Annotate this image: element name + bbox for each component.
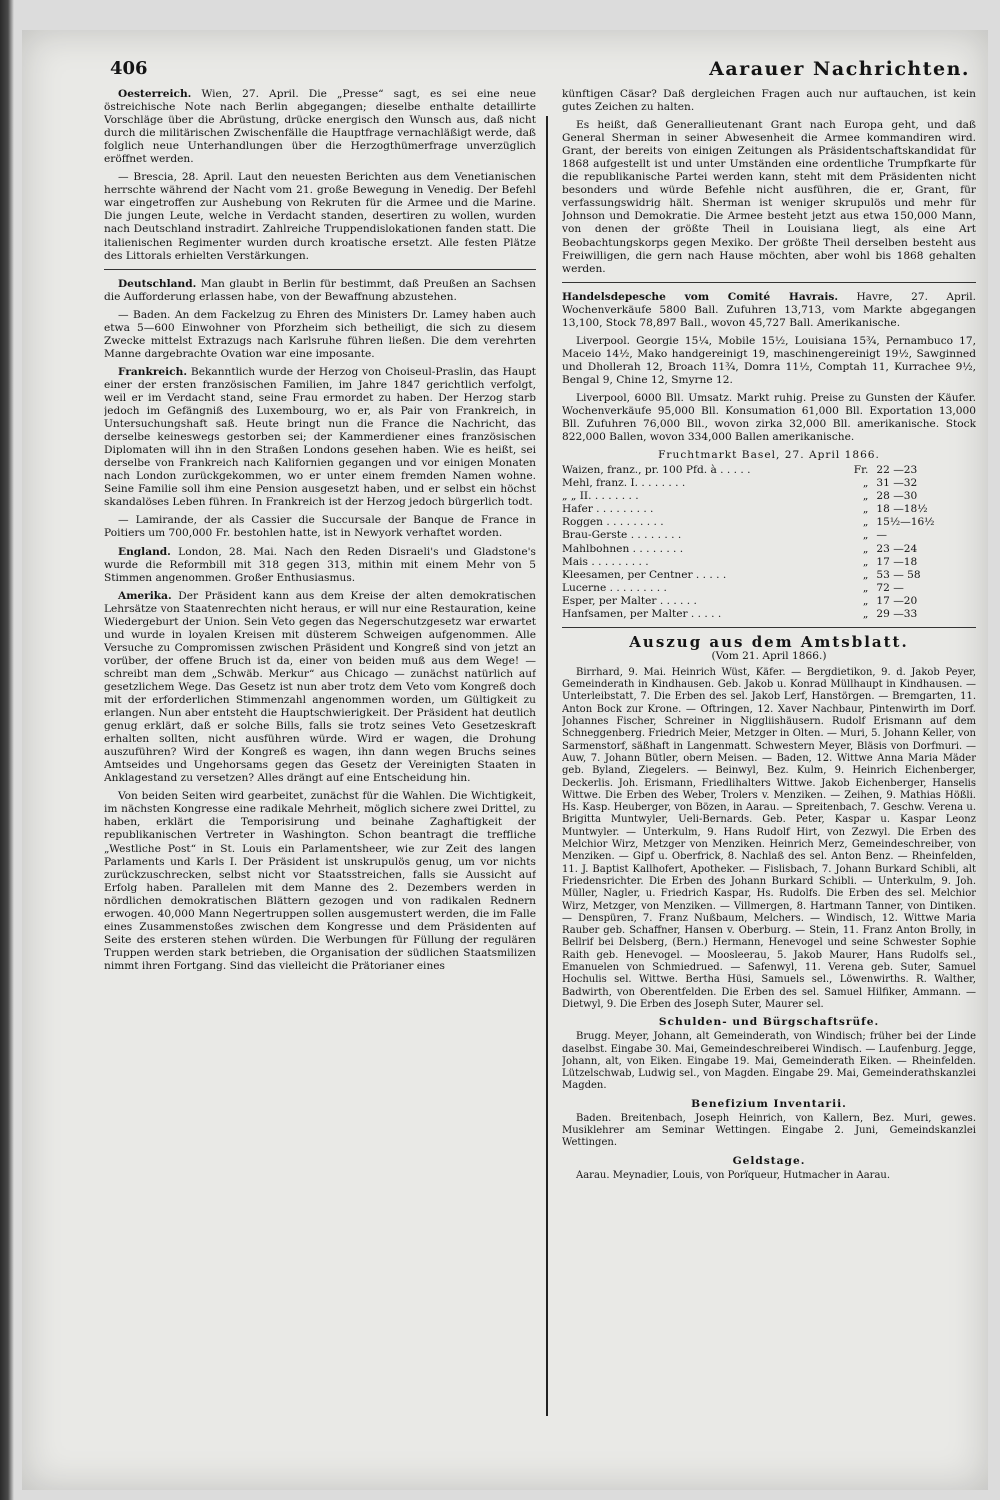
market-item: Hafer . . . . . . . . . bbox=[562, 503, 654, 516]
right-column bbox=[562, 88, 976, 1398]
market-cur: „ bbox=[862, 607, 869, 620]
market-cur: „ bbox=[862, 503, 869, 516]
divider bbox=[562, 627, 976, 628]
market-row bbox=[562, 582, 976, 595]
market-cur: „ bbox=[862, 581, 869, 594]
market-val: 18 —18½ bbox=[876, 503, 928, 516]
market-val: 17 —20 bbox=[876, 594, 918, 607]
commerce-havre: Handelsdepesche vom Comité Havrais. Havre, 27. April. Wochenverkäufe 5800 Ball. Zufuhren 13,713, vom Markte abgegangen 13,100, Stock 78,897 Ball., wovon 45,727 Ball. Amerikanische. bbox=[562, 290, 976, 329]
market-row bbox=[562, 556, 976, 569]
article-brescia: — Brescia, 28. April. Laut den neuesten Berichten aus dem Venetianischen herrschte während der Nacht vom 21. große Bewegung in Venedig. Der Befehl war eingetroffen zur Aushebung von Rekruten für die Armee und die Marine. Die jungen Leute, welche in Verdacht standen, desertiren zu wollen, wurden nach Deutschland instradirt. Zahlreiche Truppendislokationen fanden statt. Die italienischen Regimenter wurden durch kroatische ersetzt. Alle festen Plätze des Littorals erhielten Verstärkungen. bbox=[104, 171, 536, 262]
schulden-body: Brugg. Meyer, Johann, alt Gemeinderath, von Windisch; früher bei der Linde daselbst. Eingabe 30. Mai, Gemeindeschreiberei Windisch. — Laufenburg. Jegge, Johann, alt, von Eiken. Eingabe 19. Mai, Gemeinderath Eiken. — Rheinfelden. Lützelschwab, Ludwig sel., von Magden. Eingabe 29. Mai, Gemeinderathskanzlei Magden. bbox=[562, 1031, 976, 1092]
market-item: Lucerne . . . . . . . . . bbox=[562, 581, 667, 594]
geldstage-body: Aarau. Meynadier, Louis, von Porïqueur, Hutmacher in Aarau. bbox=[576, 1169, 891, 1181]
commerce-liverpool-2: Liverpool, 6000 Bll. Umsatz. Markt ruhig. Preise zu Gunsten der Käufer. Wochenverkäufe 95,000 Bll. Konsumation 61,000 Bll. Exportation 13,000 Bll. Zufuhren 76,000 Bll., wovon zirka 32,000 Bll. amerikanische. Stock 822,000 Ballen, wovon 334,000 Ballen amerikanische. bbox=[562, 391, 976, 444]
amtsblatt-title: Auszug aus dem Amtsblatt. bbox=[629, 632, 909, 651]
divider bbox=[104, 269, 536, 270]
article-lamirande: — Lamirande, der als Cassier die Succursale der Banque de France in Poitiers um 700,000 Fr. bestohlen hatte, ist in Newyork verhaftet worden. bbox=[104, 514, 536, 540]
market-item: Roggen . . . . . . . . . bbox=[562, 516, 664, 529]
market-row bbox=[562, 477, 976, 490]
market-val: 17 —18 bbox=[876, 555, 918, 568]
market-cur: „ bbox=[862, 555, 869, 568]
page-number: 406 bbox=[110, 58, 148, 79]
amtsblatt-body: Birrhard, 9. Mai. Heinrich Wüst, Käfer. — Bergdietikon, 9. d. Jakob Peyer, Gemeinderath in Kindhausen. Geb. Jakob u. Konrad Müllhaupt in Kindhausen. — Unterleibstatt, 7. Die Erben des sel. Jakob Lerf, Hanstörgen. — Bremgarten, 11. Anton Bock zur Krone. — Oftringen, 12. Xaver Nachbaur, Pintenwirth im Dorf. Johannes Fischer, Schreiner in Niggliishäusern. Rudolf Erismann auf dem Schneggenberg. Friedrich Meier, Metzger in Olten. — Muri, 5. Johann Keller, von Sarmenstorf, säßhaft in Langenmatt. Schwestern Meyer, Bläsis von Dorfmuri. — Auw, 7. Johann Bütler, obern Meisen. — Baden, 12. Wittwe Anna Maria Mäder geb. Byland, Ziegelers. — Beinwyl, Bez. Kulm, 9. Heinrich Eichenberger, Deckerlis. Joh. Erismann, Friedlihalters Wittwe. Jakob Eichenberger, Hanselis Wittwe. Die Erben des Weber, Trolers v. Menziken. — Zeihen, 9. Mathias Hößli. Hs. Kasp. Heuberger, von Bözen, in Aarau. — Spreitenbach, 7. Geschw. Verena u. Brigitta Muntwyler, Ueli-Bernards. Geb. Peter, Kaspar u. Kaspar Leonz Muntwyler. — Unterkulm, 9. Hans Rudolf Hirt, von Zezwyl. Die Erben des Melchior Wirz, Metzger von Menziken. Heinrich Merz, Gemeindeschreiber, von Menziken. — Gipf u. Oberfrick, 8. Nachlaß des sel. Anton Benz. — Rheinfelden, 11. J. Baptist Kallhofert, Apotheker. — Fislisbach, 7. Johann Burkard Schibli, alt Friedensrichter. Die Erben des Johann Burkard Schibli. — Unterkulm, 9. Joh. Müller, Nagler, u. Friedrich Kaspar, Hs. Rudolfs. Die Erben des sel. Melchior Wirz, Metzger, von Menziken. — Villmergen, 8. Hartmann Tanner, von Dintiken. — Denspüren, 7. Franz Nußbaum, Melchers. — Windisch, 12. Wittwe Maria Rauber geb. Schaffner, Hansen v. Oberburg. — Stein, 11. Franz Anton Brolly, in Bellrif bei Delsberg, (Bern.) Hermann, Henevogel und seine Schwester Sophie Raith geb. Henevogel. — Moosleerau, 5. Jakob Maurer, Hans Rudolfs sel., Emanuelen von Schmiedrued. — Safenwyl, 11. Verena geb. Suter, Samuel Hochulis sel. Wittwe. Bertha Hüsi, Samuels sel., Löwenwirths. R. Walther, Badwirth, von Oberentfelden. Die Erben des sel. Samuel Hilfiker, Ammann. — Dietwyl, 9. Die Erben des Joseph Suter, Maurer sel. bbox=[562, 666, 976, 1010]
market-row bbox=[562, 529, 976, 542]
market-row bbox=[562, 608, 976, 621]
schulden-title: Schulden- und Bürgschaftsrüfe. bbox=[658, 1016, 880, 1029]
article-grant: Es heißt, daß Generallieutenant Grant nach Europa geht, und daß General Sherman in seiner Abwesenheit die Armee kommandiren wird. Grant, der bereits von einigen Zeitungen als Präsidentschaftskandidat für 1868 aufgestellt ist und unter Umständen eine ordentliche Trumpfkarte für die republikanische Partei werden kann, steht mit dem Präsidenten nicht besonders und würde Befehle nicht ausführen, die er, Grant, für verfassungswidrig hält. Sherman ist weniger skrupulös und mehr für Johnson und Demokratie. Die Armee besteht jetzt aus etwa 150,000 Mann, von denen der größte Theil in Louisiana liegt, als eine Art Beobachtungskorps gegen Mexiko. Der größte Theil derselben besteht aus Freiwilligen, die gern nach Hause möchten, aber wohl bis 1868 gehalten werden. bbox=[562, 119, 976, 275]
market-cur: Fr. bbox=[853, 464, 869, 477]
article-frankreich: Frankreich. Bekanntlich wurde der Herzog von Choiseul-Praslin, das Haupt einer der ersten französischen Familien, im Jahre 1847 gerichtlich verfolgt, weil er im Verdacht stand, seine Frau ermordet zu haben. Der Herzog starb jedoch im Gefängniß des Luxembourg, wo er, als Pair von Frankreich, in Untersuchungshaft saß. Heute bringt nun die France die Nachricht, das derselbe keineswegs gestorben sei; der Kammerdiener eines französischen Diplomaten will ihn in den Straßen Londons gesehen haben. Wie es heißt, sei derselbe von Frankreich nach Kalifornien gegangen und vor einigen Monaten nach London zurückgekommen, wo er unter einem fremden Namen wohne. Seine Familie soll ihm eine Pension ausgesetzt haben, und er selbst ein höchst skandalöses Leben führen. In Frankreich ist der Herzog jedoch bürgerlich todt. bbox=[104, 365, 536, 509]
benefizium-body: Baden. Breitenbach, Joseph Heinrich, von Kallern, Bez. Muri, gewes. Musiklehrer am Seminar Wettingen. Eingabe 2. Juni, Gemeindskanzlei Wettingen. bbox=[562, 1112, 976, 1149]
market-title: Fruchtmarkt Basel, 27. April 1866. bbox=[658, 449, 880, 462]
market-item: Hanfsamen, per Malter . . . . . bbox=[562, 607, 722, 620]
market-item: Mais . . . . . . . . . bbox=[562, 555, 649, 568]
article-amerika-cont: Von beiden Seiten wird gearbeitet, zunächst für die Wahlen. Die Wichtigkeit, im nächsten Kongresse eine radikale Mehrheit, möglich sichere zwei Drittel, zu haben, erklärt die Temporisirung und beinahe Zaghaftigkeit der republikanischen Vertreter in Washington. Schon beantragt die treffliche „Westliche Post“ in St. Louis ein Parlamentsheer, wie zur Zeit des langen Parlaments und Karls I. Der Präsident ist unskrupulös genug, um vor nichts zurückzuschrecken, selbst nicht vor Staatsstreichen, falls sie Aussicht auf Erfolg haben. Parallelen mit dem Manne des 2. Dezembers werden in nördlichen demokratischen Blättern gezogen und von radikalen Rednern erwogen. 40,000 Mann Negertruppen sollen ausgemustert werden, die im Falle eines Zusammenstoßes zwischen dem Kongresse und dem Präsidenten auf Seite des ersteren stehen würden. Die Werbungen für Füllung der regulären Truppen werden stark betrieben, die Organisation der südlichen Staatsmilizen nimmt ihren Fortgang. Sind das vielleicht die Prätorianer eines bbox=[104, 790, 536, 972]
divider bbox=[562, 282, 976, 283]
amtsblatt-date: (Vom 21. April 1866.) bbox=[711, 649, 827, 662]
market-item: Mahlbohnen . . . . . . . . bbox=[562, 542, 684, 555]
market-val: 28 —30 bbox=[876, 490, 918, 503]
market-cur: „ bbox=[862, 568, 869, 581]
market-row bbox=[562, 569, 976, 582]
article-amerika: Amerika. Der Präsident kann aus dem Kreise der alten demokratischen Lehrsätze von Staatenrechten nicht heraus, er will nur eine Restauration, keine Wiedergeburt der Union. Sein Veto gegen das Negerschutzgesetz war erwartet und wurde in loyalen Kreisen mit düsterem Schweigen aufgenommen. Alle Versuche zu Compromissen zwischen Präsident und Kongreß sind von jetzt an vorüber, der offene Bruch ist da, einer von beiden muß aus dem Wege! — schreibt man dem „Schwäb. Merkur“ aus Chicago — zunächst natürlich auf gesetzlichem Wege. Das Gesetz ist nun aber trotz dem Veto vom Kongreß doch mit der erforderlichen Stimmenzahl angenommen worden, um Gültigkeit zu erlangen. Nun aber entsteht die Hauptschwierigkeit. Der Präsident hat deutlich genug erklärt, daß er solche Bills, falls sie trotz seines Veto Gesetzeskraft erhalten sollten, nicht ausführen würde. Wird er wagen, die Drohung auszuführen? Wird der Kongreß es wagen, ihn dann wegen Bruchs seines Amtseides und Ungehorsams gegen das Gesetz der Vereinigten Staaten in Anklagestand zu versetzen? Alles drängt auf eine Entscheidung hin. bbox=[104, 589, 536, 785]
market-cur: „ bbox=[862, 529, 869, 542]
market-val: 22 —23 bbox=[876, 464, 918, 477]
market-row bbox=[562, 595, 976, 608]
article-deutschland: Deutschland. Man glaubt in Berlin für bestimmt, daß Preußen an Sachsen die Aufforderung erlassen habe, von der Bewaffnung abzustehen. bbox=[104, 277, 536, 303]
newspaper-page bbox=[22, 30, 988, 1490]
market-item: Kleesamen, per Centner . . . . . bbox=[562, 568, 727, 581]
market-row bbox=[562, 464, 976, 477]
market-row bbox=[562, 516, 976, 529]
market-val: 53 — 58 bbox=[876, 568, 921, 581]
article-england: England. London, 28. Mai. Nach den Reden Disraeli's und Gladstone's wurde die Reformbill mit 318 gegen 313, mithin mit einem Mehr von 5 Stimmen angenommen. Großer Enthusiasmus. bbox=[104, 545, 536, 584]
market-row bbox=[562, 503, 976, 516]
article-amerika-end: künftigen Cäsar? Daß dergleichen Fragen auch nur auftauchen, ist kein gutes Zeichen zu halten. bbox=[562, 88, 976, 114]
market-val: 72 — bbox=[876, 581, 904, 594]
market-row bbox=[562, 490, 976, 503]
market-price-table bbox=[562, 464, 976, 621]
market-cur: „ bbox=[862, 477, 869, 490]
market-val: — bbox=[876, 529, 887, 542]
column-rule bbox=[546, 116, 548, 1416]
market-item: Mehl, franz. I. . . . . . . . bbox=[562, 477, 686, 490]
left-column bbox=[104, 88, 536, 1398]
market-item: „ „ II. . . . . . . . bbox=[562, 490, 639, 503]
benefizium-title: Benefizium Inventarii. bbox=[691, 1097, 847, 1110]
market-val: 23 —24 bbox=[876, 542, 918, 555]
newspaper-title: Aarauer Nachrichten. bbox=[709, 58, 970, 80]
market-cur: „ bbox=[862, 594, 869, 607]
market-val: 31 —32 bbox=[876, 477, 918, 490]
market-row bbox=[562, 543, 976, 556]
page-header bbox=[110, 58, 970, 88]
market-cur: „ bbox=[862, 542, 869, 555]
article-baden: — Baden. An dem Fackelzug zu Ehren des Ministers Dr. Lamey haben auch etwa 5—600 Einwohner von Pforzheim sich betheiligt, die sich zu diesem Zwecke mittelst Extrazugs nach Karlsruhe führen ließen. Die dem verehrten Manne dargebrachte Ovation war eine imposante. bbox=[104, 308, 536, 360]
market-cur: „ bbox=[862, 490, 869, 503]
market-val: 15½—16½ bbox=[876, 516, 935, 529]
market-item: Brau-Gerste . . . . . . . . bbox=[562, 529, 682, 542]
market-val: 29 —33 bbox=[876, 607, 918, 620]
commerce-liverpool-1: Liverpool. Georgie 15¼, Mobile 15½, Louisiana 15¾, Pernambuco 17, Maceio 14½, Mako handgereinigt 19, maschinengereinigt 19½, Sawginned und Dhollerah 12, Broach 11¾, Domra 11½, Comptah 11, Kurrachee 9½, Bengal 9, Chine 12, Smyrne 12. bbox=[562, 334, 976, 386]
article-oesterreich: Oesterreich. Wien, 27. April. Die „Presse“ sagt, es sei eine neue östreichische Note nach Berlin abgegangen; dieselbe enthalte detaillirte Vorschläge über die Abrüstung, drücke energisch den Wunsch aus, daß nicht durch die militärischen Zwischenfälle die Hauptfrage vernachläßigt werde, daß folglich neue Unterhandlungen über die Herzogthümerfrage unverzüglich eröffnet werden. bbox=[104, 88, 536, 166]
market-cur: „ bbox=[862, 516, 869, 529]
geldstage-title: Geldstage. bbox=[732, 1154, 806, 1167]
market-item: Waizen, franz., pr. 100 Pfd. à . . . . . bbox=[562, 464, 751, 477]
market-item: Esper, per Malter . . . . . . bbox=[562, 594, 697, 607]
